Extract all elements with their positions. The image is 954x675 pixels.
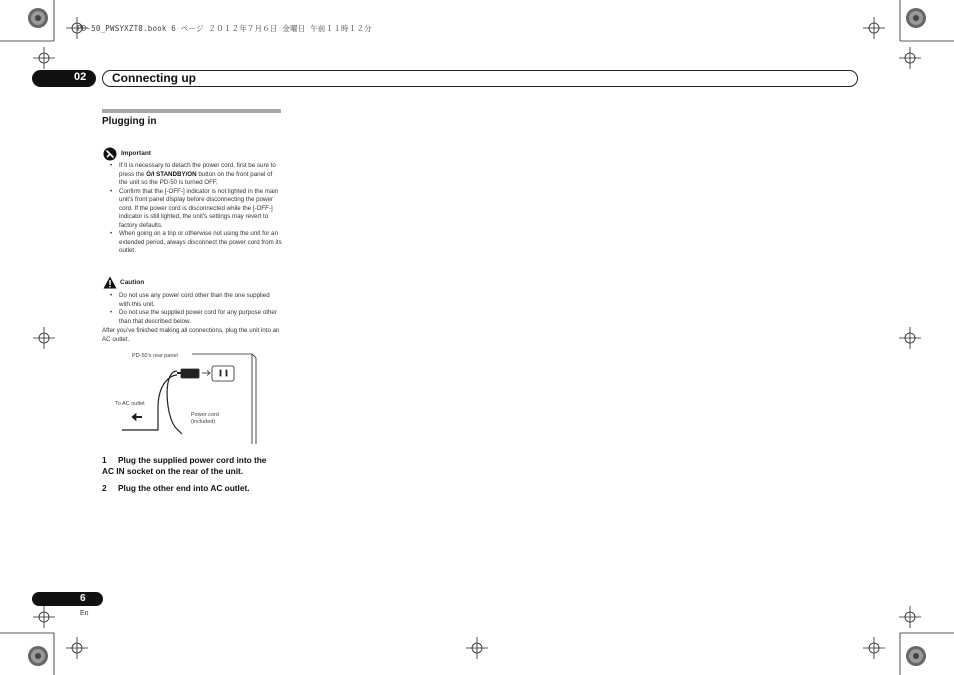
section-rule bbox=[102, 109, 281, 113]
page-number-pill bbox=[32, 592, 103, 606]
chapter-title: Connecting up bbox=[112, 71, 196, 85]
chapter-number: 02 bbox=[74, 71, 87, 83]
section-title: Plugging in bbox=[102, 116, 157, 127]
power-cord-label-line2: (included) bbox=[191, 419, 216, 425]
caution-bullet: • Do not use any power cord other than the one supplied with this unit. bbox=[110, 292, 282, 309]
power-cord-label bbox=[191, 412, 219, 426]
important-note-icon bbox=[103, 147, 117, 161]
language-label: En bbox=[80, 610, 89, 617]
caution-label: Caution bbox=[120, 279, 145, 286]
step-number: 1 bbox=[102, 455, 107, 465]
after-connections-text: After you’ve finished making all connections, plug the unit into an AC outlet. bbox=[102, 327, 280, 343]
page-number: 6 bbox=[80, 593, 86, 604]
step-number: 2 bbox=[102, 483, 107, 493]
important-bullet: • If it is necessary to detach the power cord, first be sure to press the Ò/I STANDBY/ON button on the front panel of the unit so the PD-50 is turned OFF. bbox=[110, 162, 282, 188]
rear-panel-label: PD-50’s rear panel bbox=[132, 353, 178, 359]
important-bullet: • When going on a trip or otherwise not using the unit for an extended period, always disconnect the power cord from its outlet. bbox=[110, 230, 282, 256]
caution-list bbox=[110, 292, 282, 326]
caution-bullet: • Do not use the supplied power cord for any purpose other than that described below. bbox=[110, 309, 282, 326]
important-bullet: • Confirm that the [-OFF-] indicator is not lighted in the main unit’s front panel display before disconnecting the power cord. If the power cord is disconnected while the [-OFF-] indicator is still lighted, the unit’s settings may revert to factory defaults. bbox=[110, 188, 282, 231]
caution-warning-icon bbox=[103, 276, 117, 289]
print-header: PD-50_PWSYXZT8.book 6 ページ ２０１２年７月６日 金曜日 午前１１時１２分 bbox=[77, 24, 372, 33]
step-text: Plug the supplied power cord into the bbox=[118, 455, 267, 465]
step-text-cont: AC IN socket on the rear of the unit. bbox=[102, 466, 244, 476]
important-list bbox=[110, 162, 282, 256]
power-cord-diagram bbox=[102, 348, 262, 448]
power-cord-label-line1: Power cord bbox=[191, 412, 219, 418]
step-text: Plug the other end into AC outlet. bbox=[118, 483, 250, 493]
step-1 bbox=[102, 455, 287, 477]
chapter-title-bar bbox=[102, 70, 858, 87]
ac-outlet-label: To AC outlet bbox=[115, 401, 145, 407]
chapter-number-pill bbox=[32, 70, 96, 87]
important-label: Important bbox=[121, 150, 151, 157]
step-2 bbox=[102, 483, 287, 494]
